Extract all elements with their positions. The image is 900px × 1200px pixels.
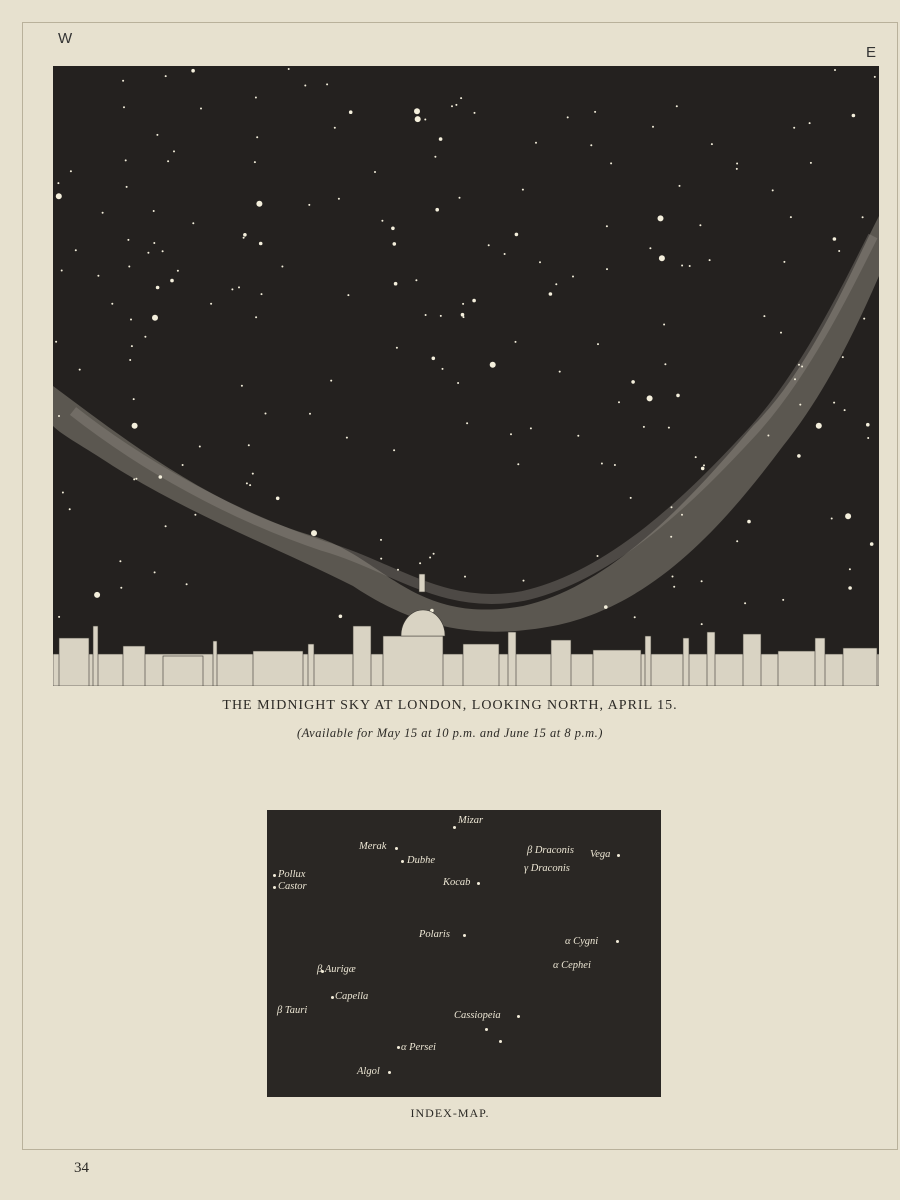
star	[833, 402, 835, 404]
star	[845, 513, 851, 519]
star	[852, 114, 856, 118]
star	[870, 542, 874, 546]
star	[111, 303, 113, 305]
star	[809, 122, 811, 124]
star	[393, 242, 397, 246]
star	[56, 193, 62, 199]
star	[127, 239, 129, 241]
star	[798, 364, 800, 366]
label-capella: Capella	[335, 991, 369, 1002]
star	[517, 463, 519, 465]
star	[243, 237, 245, 239]
star	[243, 233, 247, 237]
star	[165, 525, 167, 527]
star	[672, 576, 674, 578]
star	[782, 599, 784, 601]
star	[439, 137, 443, 141]
star	[606, 225, 608, 227]
star	[147, 252, 149, 254]
star	[535, 142, 537, 144]
star	[590, 144, 592, 146]
star-marker	[273, 886, 276, 889]
sky-illustration	[53, 66, 879, 686]
star	[135, 478, 137, 480]
star	[793, 127, 795, 129]
star	[867, 437, 869, 439]
star	[559, 371, 561, 373]
star	[848, 586, 852, 590]
star	[133, 478, 135, 480]
star	[676, 394, 680, 398]
star	[747, 520, 751, 524]
star	[670, 536, 672, 538]
label-vega: Vega	[590, 849, 611, 860]
star	[736, 168, 738, 170]
star	[231, 288, 233, 290]
star-marker	[463, 934, 466, 937]
star	[156, 134, 158, 136]
star	[419, 562, 421, 564]
index-map	[267, 810, 661, 1097]
star	[457, 382, 459, 384]
star	[610, 162, 612, 164]
star	[339, 615, 343, 619]
star	[288, 68, 290, 70]
compass-west: W	[58, 30, 73, 47]
star	[347, 294, 349, 296]
label-alpha-cygni: α Cygni	[565, 936, 599, 947]
star	[192, 222, 194, 224]
star	[326, 83, 328, 85]
star	[433, 553, 435, 555]
star	[131, 345, 133, 347]
star	[154, 571, 156, 573]
star	[129, 359, 131, 361]
star-marker	[331, 996, 334, 999]
star	[834, 69, 836, 71]
star	[510, 433, 512, 435]
star	[703, 464, 705, 466]
star	[248, 444, 250, 446]
star-marker	[616, 940, 619, 943]
star	[466, 422, 468, 424]
star	[182, 464, 184, 466]
star	[838, 250, 840, 252]
star	[810, 162, 812, 164]
star	[246, 482, 248, 484]
star	[156, 286, 160, 290]
star	[849, 568, 851, 570]
star-marker	[617, 854, 620, 857]
star	[515, 341, 517, 343]
label-mizar: Mizar	[458, 815, 484, 826]
star	[126, 186, 128, 188]
star	[668, 427, 670, 429]
star	[255, 316, 257, 318]
star	[281, 266, 283, 268]
sky-caption: THE MIDNIGHT SKY AT LONDON, LOOKING NORTH, APRIL 15.	[222, 698, 678, 713]
star-marker	[477, 882, 480, 885]
star	[844, 409, 846, 411]
label-beta-tauri: β Tauri	[277, 1005, 308, 1016]
label-polaris: Polaris	[419, 929, 450, 940]
star	[614, 464, 616, 466]
star	[349, 110, 353, 114]
star	[381, 220, 383, 222]
star	[125, 159, 127, 161]
label-gamma-draconis: γ Draconis	[524, 863, 570, 874]
star	[434, 156, 436, 158]
star	[606, 268, 608, 270]
star	[664, 363, 666, 365]
star	[649, 247, 651, 249]
star	[523, 580, 525, 582]
star	[831, 518, 833, 520]
star	[261, 293, 263, 295]
star	[681, 265, 683, 267]
star	[153, 242, 155, 244]
star	[75, 249, 77, 251]
star	[153, 210, 155, 212]
star	[460, 97, 462, 99]
star	[330, 380, 332, 382]
star	[144, 336, 146, 338]
star	[94, 592, 100, 598]
star	[701, 623, 703, 625]
star	[701, 580, 703, 582]
star	[186, 583, 188, 585]
star-marker	[401, 860, 404, 863]
star	[701, 467, 705, 471]
star	[191, 69, 195, 73]
star	[676, 105, 678, 107]
star	[594, 111, 596, 113]
star	[816, 423, 822, 429]
star	[200, 108, 202, 110]
star	[256, 201, 262, 207]
star	[425, 314, 427, 316]
star-marker	[517, 1015, 520, 1018]
star	[711, 143, 713, 145]
star	[199, 446, 201, 448]
star	[539, 261, 541, 263]
star	[374, 171, 376, 173]
star	[97, 275, 99, 277]
label-alpha-persei: α Persei	[401, 1042, 436, 1053]
star	[601, 463, 603, 465]
star	[695, 456, 697, 458]
star	[643, 426, 645, 428]
star	[673, 586, 675, 588]
star	[391, 227, 395, 231]
star	[397, 569, 399, 571]
star	[663, 324, 665, 326]
star	[122, 80, 124, 82]
star	[165, 75, 167, 77]
label-castor: Castor	[278, 881, 307, 892]
star	[70, 170, 72, 172]
label-dubhe: Dubhe	[407, 855, 435, 866]
label-beta-draconis: β Draconis	[527, 845, 574, 856]
star	[238, 286, 240, 288]
star	[567, 116, 569, 118]
star	[119, 560, 121, 562]
star	[304, 85, 306, 87]
star	[311, 530, 317, 536]
star	[177, 270, 179, 272]
star	[659, 255, 665, 261]
star	[170, 279, 174, 283]
star	[334, 127, 336, 129]
star-marker	[395, 847, 398, 850]
star	[132, 423, 138, 429]
star	[128, 266, 130, 268]
star	[522, 189, 524, 191]
star	[634, 616, 636, 618]
star-marker	[397, 1046, 400, 1049]
star	[58, 415, 60, 417]
star	[62, 492, 64, 494]
star	[709, 259, 711, 261]
star	[744, 602, 746, 604]
label-pollux: Pollux	[278, 869, 306, 880]
star	[241, 385, 243, 387]
star	[159, 475, 163, 479]
star	[55, 341, 57, 343]
star	[577, 435, 579, 437]
star	[254, 161, 256, 163]
star	[380, 558, 382, 560]
star	[393, 449, 395, 451]
star-marker	[499, 1040, 502, 1043]
star	[794, 378, 796, 380]
star	[162, 250, 164, 252]
star	[763, 315, 765, 317]
star	[167, 160, 169, 162]
star	[276, 497, 280, 501]
star	[123, 106, 125, 108]
star	[874, 76, 876, 78]
star	[256, 136, 258, 138]
star	[515, 233, 519, 237]
star	[309, 413, 311, 415]
star	[451, 105, 453, 107]
star-marker	[485, 1028, 488, 1031]
index-map-title: INDEX-MAP.	[410, 1106, 490, 1120]
sky-subcaption: (Available for May 15 at 10 p.m. and June 15 at 8 p.m.)	[297, 726, 603, 740]
star	[133, 398, 135, 400]
star	[736, 540, 738, 542]
star-marker	[453, 826, 456, 829]
star	[833, 237, 837, 241]
star	[597, 343, 599, 345]
star	[647, 395, 653, 401]
star	[432, 357, 436, 361]
star-marker	[388, 1071, 391, 1074]
star	[394, 282, 398, 286]
star	[455, 104, 457, 106]
star	[530, 427, 532, 429]
star	[61, 270, 63, 272]
star	[249, 484, 251, 486]
star	[338, 198, 340, 200]
label-alpha-cephei: α Cephei	[553, 960, 591, 971]
star	[780, 332, 782, 334]
star	[490, 362, 496, 368]
star	[415, 116, 421, 122]
star	[429, 557, 431, 559]
star	[618, 401, 620, 403]
star	[265, 413, 267, 415]
star	[380, 539, 382, 541]
star	[462, 303, 464, 305]
star	[464, 576, 466, 578]
star	[767, 435, 769, 437]
star	[308, 204, 310, 206]
star	[255, 97, 257, 99]
star	[79, 369, 81, 371]
star	[631, 380, 635, 384]
star	[689, 265, 691, 267]
star	[783, 261, 785, 263]
star	[152, 315, 158, 321]
midnight-sky-engraving	[53, 66, 879, 686]
label-beta-aurigae: β Aurigæ	[317, 964, 356, 975]
star	[736, 163, 738, 165]
star	[415, 279, 417, 281]
star	[863, 318, 865, 320]
star	[69, 508, 71, 510]
star	[658, 215, 664, 221]
star	[549, 292, 553, 296]
star	[790, 216, 792, 218]
star	[440, 315, 442, 317]
star	[194, 514, 196, 516]
compass-east: E	[866, 44, 877, 61]
star	[679, 185, 681, 187]
star	[597, 555, 599, 557]
star	[801, 366, 803, 368]
label-merak: Merak	[359, 841, 387, 852]
star	[424, 119, 426, 121]
star	[572, 276, 574, 278]
star	[396, 347, 398, 349]
star	[772, 189, 774, 191]
label-cassiopeia: Cassiopeia	[454, 1010, 501, 1021]
star	[671, 506, 673, 508]
star	[463, 316, 465, 318]
star	[799, 404, 801, 406]
star	[472, 299, 476, 303]
star	[797, 454, 801, 458]
star	[442, 368, 444, 370]
star	[504, 253, 506, 255]
star	[414, 108, 420, 114]
star	[474, 112, 476, 114]
star	[604, 605, 608, 609]
star-marker	[273, 874, 276, 877]
star	[461, 313, 465, 317]
star	[210, 303, 212, 305]
star	[681, 514, 683, 516]
star	[346, 437, 348, 439]
star	[435, 208, 439, 212]
star	[862, 216, 864, 218]
star	[555, 283, 557, 285]
label-kocab: Kocab	[443, 877, 471, 888]
star	[57, 182, 59, 184]
star	[488, 244, 490, 246]
star	[130, 319, 132, 321]
page-number: 34	[74, 1160, 89, 1176]
star	[842, 356, 844, 358]
star	[699, 224, 701, 226]
star	[630, 497, 632, 499]
star	[652, 126, 654, 128]
star	[102, 212, 104, 214]
star	[866, 423, 870, 427]
label-algol: Algol	[357, 1066, 380, 1077]
star	[120, 587, 122, 589]
star	[252, 473, 254, 475]
star	[173, 150, 175, 152]
star	[58, 616, 60, 618]
star	[459, 197, 461, 199]
star	[259, 242, 263, 246]
